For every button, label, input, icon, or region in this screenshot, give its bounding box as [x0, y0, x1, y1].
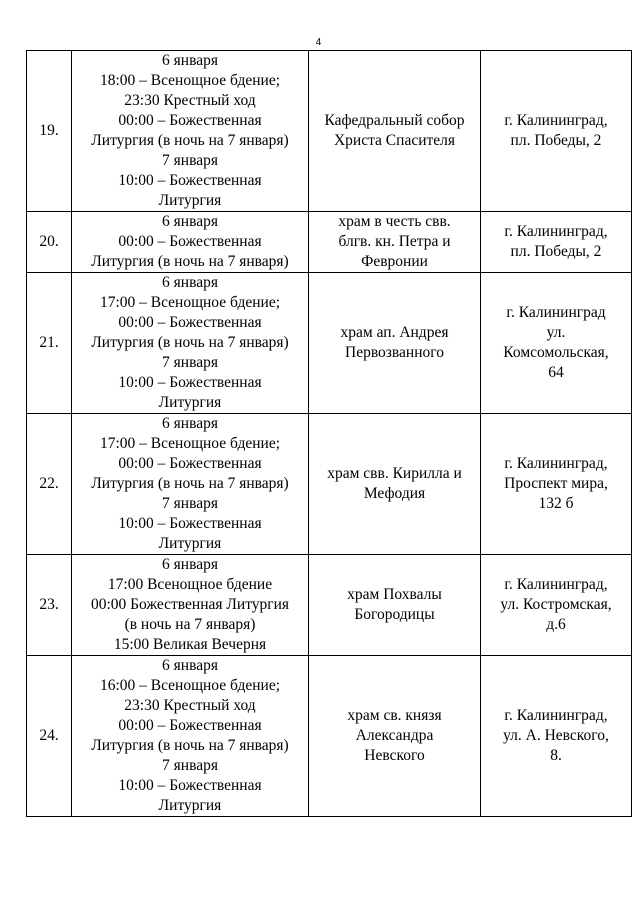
table-row [27, 555, 632, 656]
time-line: 10:00 – Божественная [118, 515, 262, 532]
table-row [27, 273, 632, 414]
church-name-wrap [311, 414, 478, 554]
church-name-wrap [311, 555, 478, 655]
church-address [481, 414, 632, 555]
row-number: 19. [27, 51, 72, 212]
time-line: 00:00 – Божественная [118, 455, 262, 472]
church-line: Кафедральный собор [324, 112, 465, 129]
time-line: 00:00 Божественная Литургия [90, 596, 290, 613]
church-name [309, 212, 481, 273]
church-name-wrap [311, 51, 478, 211]
time-line: Литургия [158, 192, 222, 209]
table-row [27, 656, 632, 817]
address-wrap [483, 656, 629, 816]
address-line: ул. А. Невского, [503, 727, 609, 744]
time-line: Литургия [158, 797, 222, 814]
address-wrap [483, 414, 629, 554]
time-line: 23:30 Крестный ход [124, 697, 256, 714]
address-line: д.6 [546, 616, 566, 633]
row-number: 20. [27, 212, 72, 273]
church-line: Первозванного [345, 344, 444, 361]
table-row [27, 212, 632, 273]
church-line: храм в честь свв. [338, 213, 451, 230]
time-line: 00:00 – Божественная [118, 314, 262, 331]
address-line: г. Калининград, [504, 576, 608, 593]
time-line: Литургия (в ночь на 7 января) [91, 334, 289, 351]
address-line: г. Калининград, [504, 707, 608, 724]
church-line: блгв. кн. Петра и [338, 233, 451, 250]
table-row [27, 414, 632, 555]
address-line: г. Калининград, [504, 112, 608, 129]
address-line: г. Калининград, [504, 455, 608, 472]
time-line: Литургия [158, 394, 222, 411]
church-line: Александра [355, 727, 434, 744]
service-times [72, 51, 309, 212]
time-line: Литургия (в ночь на 7 января) [91, 475, 289, 492]
address-line: пл. Победы, 2 [510, 243, 602, 260]
address-wrap [483, 555, 629, 655]
church-address [481, 656, 632, 817]
time-line: 23:30 Крестный ход [124, 92, 256, 109]
address-line: ул. Костромская, [500, 596, 612, 613]
time-line: 18:00 – Всенощное бдение; [99, 72, 281, 89]
address-line: ул. [546, 324, 566, 341]
service-times [72, 555, 309, 656]
service-times [72, 212, 309, 273]
church-line: Февронии [361, 253, 428, 270]
time-line: 10:00 – Божественная [118, 172, 262, 189]
church-line: Богородицы [354, 606, 435, 623]
row-number: 21. [27, 273, 72, 414]
church-address [481, 212, 632, 273]
time-line: 6 января [162, 52, 218, 69]
time-line: 17:00 – Всенощное бдение; [99, 294, 281, 311]
time-line: 10:00 – Божественная [118, 777, 262, 794]
service-times [72, 656, 309, 817]
service-schedule-table [26, 50, 632, 817]
church-line: храм свв. Кирилла и [327, 465, 462, 482]
address-wrap [483, 51, 629, 211]
time-line: 17:00 – Всенощное бдение; [99, 435, 281, 452]
time-line: 6 января [162, 274, 218, 291]
address-wrap [483, 212, 629, 272]
time-line: 6 января [162, 556, 218, 573]
church-name-wrap [311, 273, 478, 413]
church-name [309, 51, 481, 212]
service-times [72, 273, 309, 414]
time-line: 7 января [162, 495, 218, 512]
church-name [309, 414, 481, 555]
time-line: 6 января [162, 213, 218, 230]
table-row [27, 51, 632, 212]
church-address [481, 273, 632, 414]
address-line: г. Калининград [506, 304, 606, 321]
row-number: 22. [27, 414, 72, 555]
church-line: храм св. князя [347, 707, 442, 724]
time-line: Литургия [158, 535, 222, 552]
schedule-body [27, 51, 632, 817]
address-line: 8. [550, 747, 562, 764]
row-number: 24. [27, 656, 72, 817]
church-line: Мефодия [363, 485, 426, 502]
time-line: 15:00 Великая Вечерня [113, 636, 267, 653]
church-line: Невского [364, 747, 425, 764]
time-line: 00:00 – Божественная [118, 112, 262, 129]
church-name [309, 555, 481, 656]
time-line: 10:00 – Божественная [118, 374, 262, 391]
address-line: пл. Победы, 2 [510, 132, 602, 149]
time-line: Литургия (в ночь на 7 января) [91, 253, 289, 270]
time-line: 6 января [162, 415, 218, 432]
church-line: храм ап. Андрея [340, 324, 449, 341]
church-line: Христа Спасителя [333, 132, 456, 149]
time-line: Литургия (в ночь на 7 января) [91, 737, 289, 754]
time-line: Литургия (в ночь на 7 января) [91, 132, 289, 149]
time-line: 7 января [162, 354, 218, 371]
address-line: 132 б [538, 495, 574, 512]
church-name [309, 656, 481, 817]
time-line: 17:00 Всенощное бдение [107, 576, 273, 593]
church-address [481, 51, 632, 212]
time-line: 00:00 – Божественная [118, 233, 262, 250]
church-address [481, 555, 632, 656]
address-line: Проспект мира, [504, 475, 608, 492]
church-line: храм Похвалы [347, 586, 442, 603]
page-number: 4 [315, 37, 322, 48]
row-number: 23. [27, 555, 72, 656]
time-line: 16:00 – Всенощное бдение; [99, 677, 281, 694]
service-times [72, 414, 309, 555]
address-wrap [483, 273, 629, 413]
address-line: г. Калининград, [504, 223, 608, 240]
time-line: 7 января [162, 757, 218, 774]
time-line: 6 января [162, 657, 218, 674]
time-line: 7 января [162, 152, 218, 169]
address-line: Комсомольская, [503, 344, 609, 361]
address-line: 64 [548, 364, 564, 381]
time-line: (в ночь на 7 января) [124, 616, 256, 633]
time-line: 00:00 – Божественная [118, 717, 262, 734]
church-name [309, 273, 481, 414]
church-name-wrap [311, 656, 478, 816]
